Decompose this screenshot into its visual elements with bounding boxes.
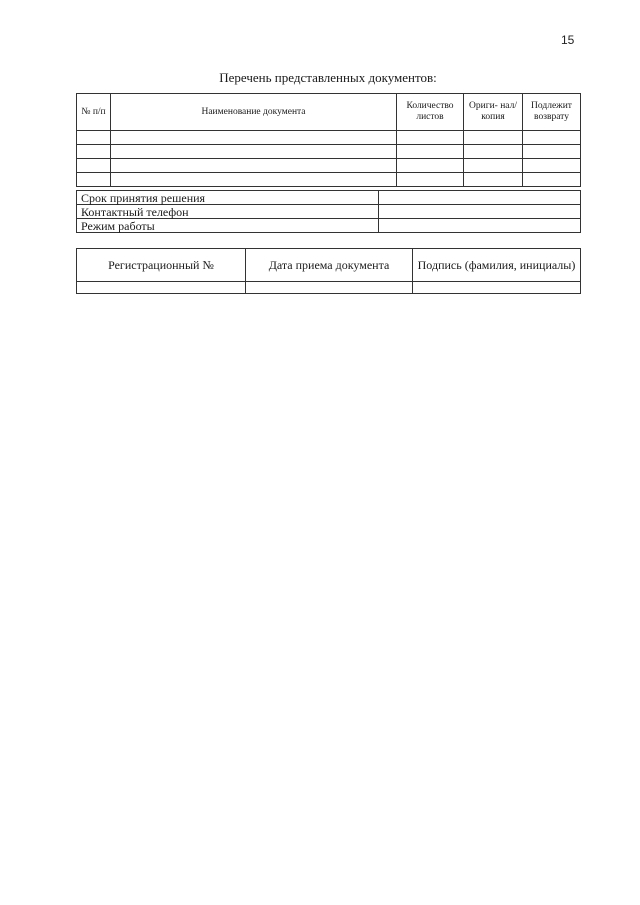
signature-cell[interactable] — [413, 282, 581, 294]
empty-cell[interactable] — [397, 131, 464, 145]
column-header-receipt-date: Дата приема документа — [246, 249, 413, 282]
column-header-number: № п/п — [77, 94, 111, 131]
empty-cell[interactable] — [111, 131, 397, 145]
empty-cell[interactable] — [397, 173, 464, 187]
empty-cell[interactable] — [77, 131, 111, 145]
empty-cell[interactable] — [111, 173, 397, 187]
documents-table — [76, 93, 581, 187]
empty-cell[interactable] — [523, 159, 581, 173]
empty-cell[interactable] — [523, 131, 581, 145]
table-row — [77, 173, 581, 187]
documents-list-title: Перечень представленных документов: — [219, 70, 437, 85]
table-row — [77, 145, 581, 159]
empty-cell[interactable] — [397, 145, 464, 159]
table-row — [77, 159, 581, 173]
empty-cell[interactable] — [111, 159, 397, 173]
info-table — [76, 190, 581, 233]
empty-cell[interactable] — [111, 145, 397, 159]
empty-cell[interactable] — [464, 131, 523, 145]
contact-phone-value[interactable] — [379, 205, 581, 219]
info-row-decision-term — [77, 191, 581, 205]
info-row-work-hours — [77, 219, 581, 233]
decision-term-value[interactable] — [379, 191, 581, 205]
column-header-reg-number: Регистрационный № — [77, 249, 246, 282]
empty-cell[interactable] — [464, 145, 523, 159]
column-header-name: Наименование документа — [111, 94, 397, 131]
empty-cell[interactable] — [523, 145, 581, 159]
contact-phone-label: Контактный телефон — [77, 205, 379, 219]
registration-header-row — [77, 249, 581, 282]
table-row — [77, 282, 581, 294]
column-header-signature: Подпись (фамилия, инициалы) — [413, 249, 581, 282]
table-row — [77, 131, 581, 145]
page-number: 15 — [561, 33, 575, 47]
empty-cell[interactable] — [464, 173, 523, 187]
documents-header-row — [77, 94, 581, 131]
info-row-contact-phone — [77, 205, 581, 219]
column-header-original: Ориги- нал/копия — [464, 94, 523, 131]
empty-cell[interactable] — [77, 145, 111, 159]
empty-cell[interactable] — [397, 159, 464, 173]
empty-cell[interactable] — [464, 159, 523, 173]
empty-cell[interactable] — [523, 173, 581, 187]
column-header-sheets: Количество листов — [397, 94, 464, 131]
empty-cell[interactable] — [77, 173, 111, 187]
work-hours-value[interactable] — [379, 219, 581, 233]
empty-cell[interactable] — [77, 159, 111, 173]
registration-table — [76, 248, 581, 294]
column-header-returnable: Подлежит возврату — [523, 94, 581, 131]
work-hours-label: Режим работы — [77, 219, 379, 233]
receipt-date-cell[interactable] — [246, 282, 413, 294]
decision-term-label: Срок принятия решения — [77, 191, 379, 205]
reg-number-cell[interactable] — [77, 282, 246, 294]
